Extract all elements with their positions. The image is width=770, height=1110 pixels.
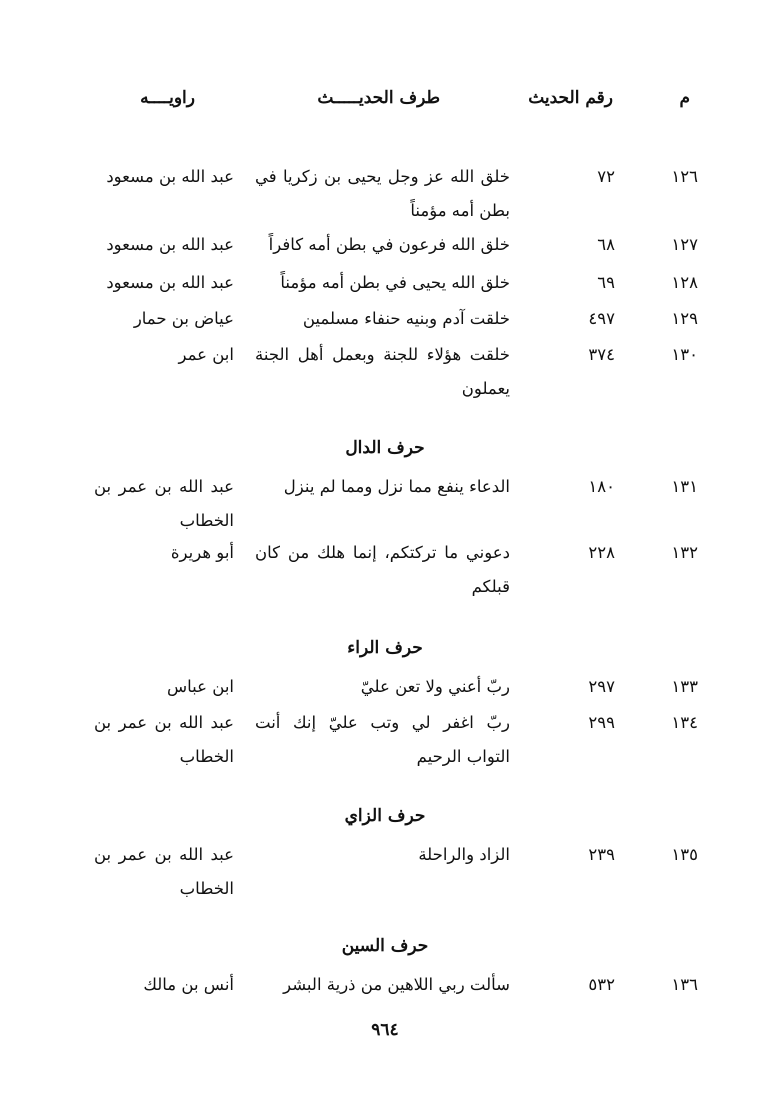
row-narrator: ابن عمر: [178, 345, 234, 364]
header-hadith-text: طرف الحديـــــث: [317, 88, 440, 108]
row-serial: ١٣٥: [671, 845, 698, 864]
row-hadith-number: ٢٣٩: [588, 845, 615, 864]
row-hadith-text: الدعاء ينفع مما نزل ومما لم ينزل: [283, 477, 510, 496]
row-hadith-text: خلق الله يحيى في بطن أمه مؤمناً: [280, 273, 510, 292]
page-number: ٩٦٤: [371, 1020, 399, 1040]
row-hadith-text: دعوني ما تركتكم، إنما هلك من كان قبلكم: [255, 543, 510, 596]
header-hadith-number: رقم الحديث: [528, 88, 613, 108]
row-narrator: ابن عباس: [167, 677, 234, 696]
row-hadith-text: ربّ اغفر لي وتب عليّ إنك أنت التواب الرحيم: [255, 713, 510, 766]
row-serial: ١٣٠: [671, 345, 698, 364]
row-serial: ١٢٦: [671, 167, 698, 186]
row-hadith-number: ٦٨: [597, 235, 615, 254]
section-heading-zay: حرف الزاي: [344, 806, 426, 826]
row-serial: ١٣٤: [671, 713, 698, 732]
row-hadith-number: ١٨٠: [588, 477, 615, 496]
row-hadith-number: ٢٩٧: [588, 677, 615, 696]
row-serial: ١٢٧: [671, 235, 698, 254]
row-hadith-text: خلق الله عز وجل يحيى بن زكريا في بطن أمه مؤمناً: [255, 167, 510, 220]
row-narrator: أبو هريرة: [170, 543, 234, 562]
row-serial: ١٣٢: [671, 543, 698, 562]
row-hadith-number: ٦٩: [597, 273, 615, 292]
row-hadith-number: ٥٣٢: [588, 975, 615, 994]
section-heading-sin: حرف السين: [341, 936, 429, 956]
row-hadith-number: ٢٢٨: [588, 543, 615, 562]
row-narrator: عبد الله بن عمر بن الخطاب: [94, 477, 234, 530]
row-hadith-text: خلقت آدم وبنيه حنفاء مسلمين: [302, 309, 510, 328]
row-hadith-text: خلق الله فرعون في بطن أمه كافراً: [268, 235, 510, 254]
row-narrator: عبد الله بن مسعود: [106, 235, 234, 254]
row-narrator: عبد الله بن عمر بن الخطاب: [94, 713, 234, 766]
row-hadith-text: سألت ربي اللاهين من ذرية البشر: [283, 975, 510, 994]
row-hadith-number: ٢٩٩: [588, 713, 615, 732]
row-narrator: عبد الله بن مسعود: [106, 273, 234, 292]
section-heading-dal: حرف الدال: [345, 438, 425, 458]
row-hadith-number: ٧٢: [597, 167, 615, 186]
row-hadith-text: خلقت هؤلاء للجنة وبعمل أهل الجنة يعملون: [255, 345, 510, 398]
row-narrator: أنس بن مالك: [143, 975, 234, 994]
row-hadith-text: ربّ أعني ولا تعن عليّ: [360, 677, 510, 696]
row-narrator: عياض بن حمار: [133, 309, 234, 328]
row-narrator: عبد الله بن عمر بن الخطاب: [94, 845, 234, 898]
row-narrator: عبد الله بن مسعود: [106, 167, 234, 186]
row-serial: ١٢٨: [671, 273, 698, 292]
row-hadith-number: ٣٧٤: [588, 345, 615, 364]
row-hadith-number: ٤٩٧: [588, 309, 615, 328]
row-hadith-text: الزاد والراحلة: [418, 845, 510, 864]
row-serial: ١٣٦: [671, 975, 698, 994]
row-serial: ١٢٩: [671, 309, 698, 328]
header-narrator: راويــــه: [140, 88, 195, 108]
header-serial: م: [679, 88, 690, 108]
section-heading-ra: حرف الراء: [347, 638, 423, 658]
row-serial: ١٣١: [671, 477, 698, 496]
row-serial: ١٣٣: [671, 677, 698, 696]
table-header: [0, 88, 770, 116]
